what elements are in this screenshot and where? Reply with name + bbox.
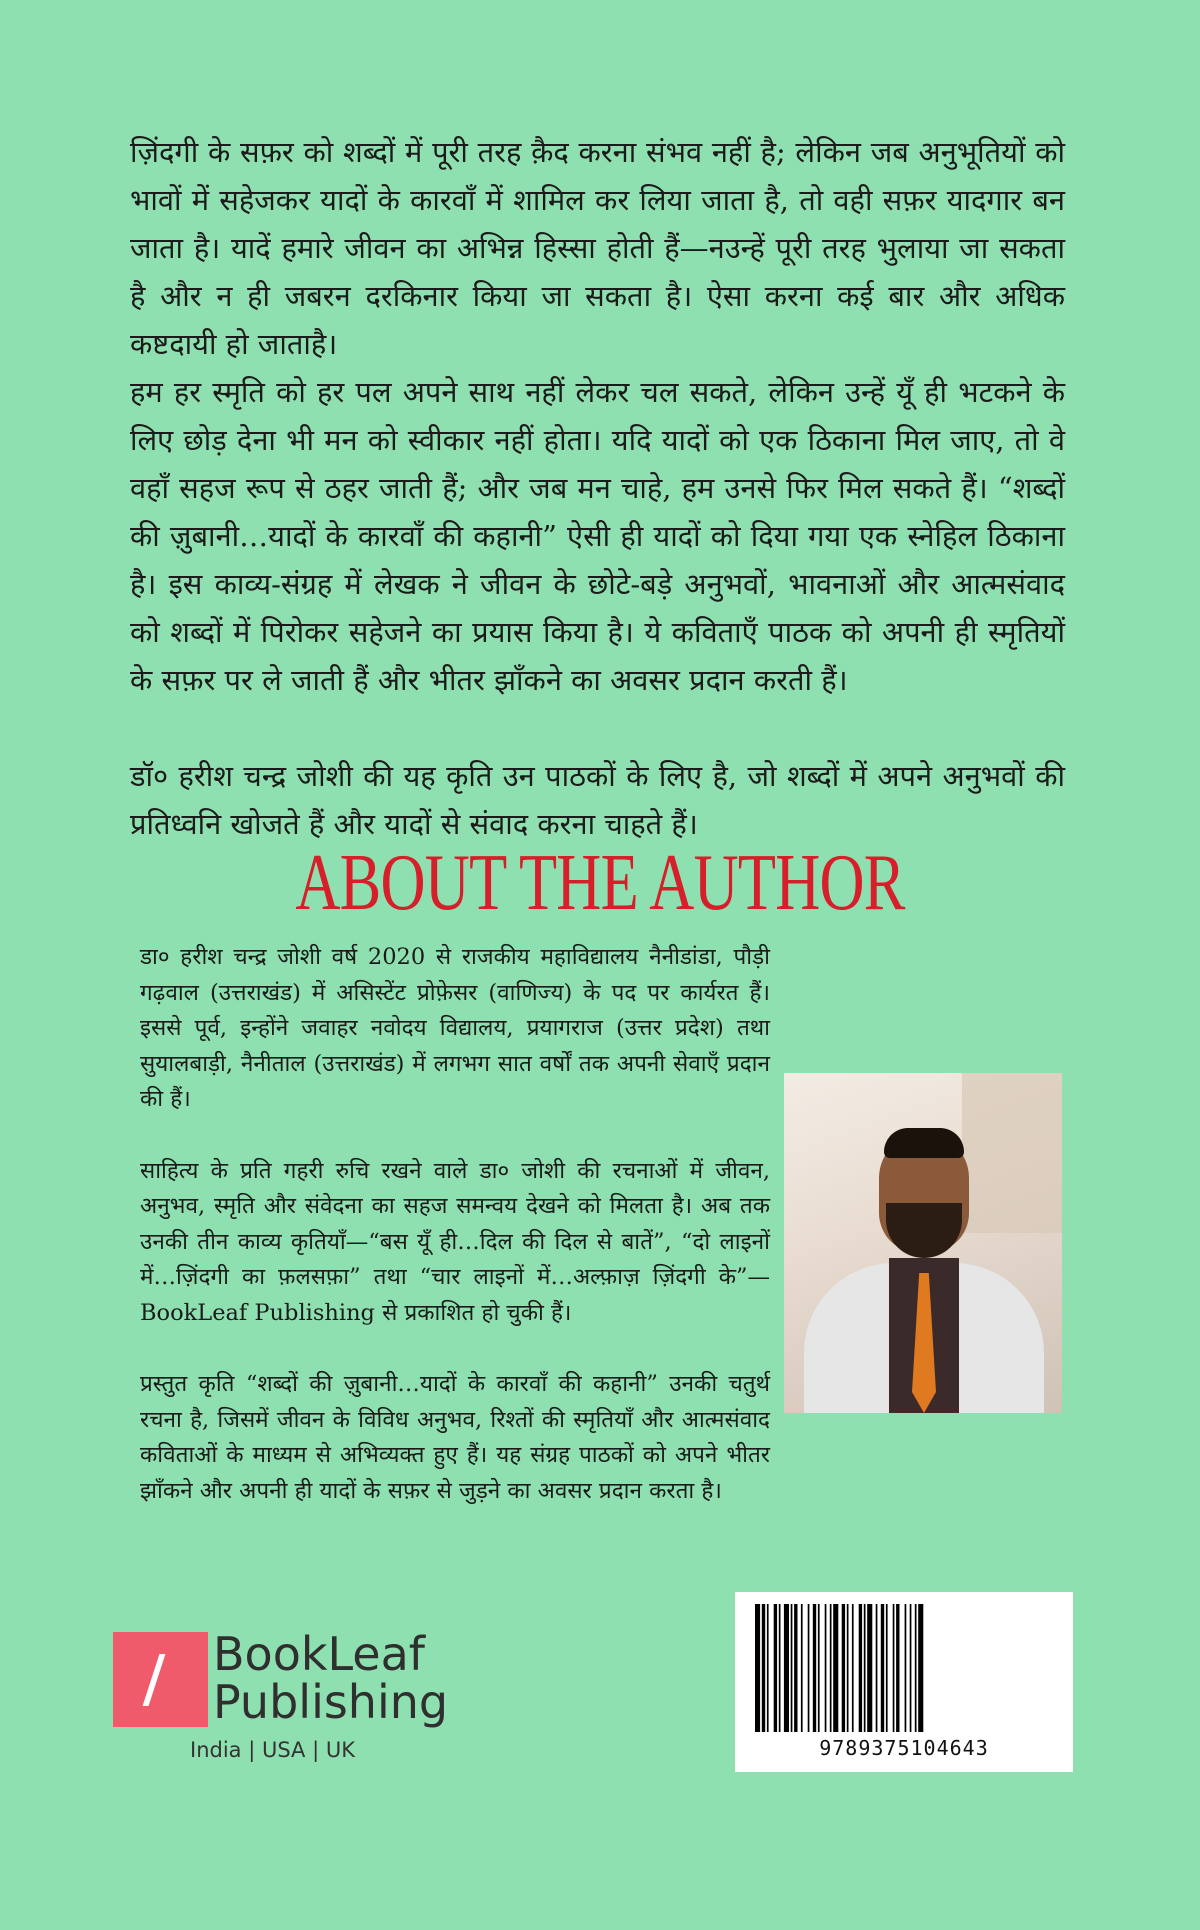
- about-author-title: ABOUT THE AUTHOR: [295, 839, 905, 927]
- blurb-paragraph-2: हम हर स्मृति को हर पल अपने साथ नहीं लेकर चल सकते, लेकिन उन्हें यूँ ही भटकने के लिए छोड़ देना भी मन को स्वीकार नहीं होता। यदि यादों को एक ठिकाना मिल जाए, तो वे वहाँ सहज रूप से ठहर जाती हैं; और जब मन चाहे, हम उनसे फिर मिल सकते हैं। “शब्दों की ज़ुबानी…यादों के कारवाँ की कहानी” ऐसी ही यादों को दिया गया एक स्नेहिल ठिकाना है। इस काव्य-संग्रह में लेखक ने जीवन के छोटे-बड़े अनुभवों, भावनाओं और आत्मसंवाद को शब्दों में पिरोकर सहेजने का प्रयास किया है। ये कविताएँ पाठक को अपनी ही स्मृतियों के सफ़र पर ले जाती हैं और भीतर झाँकने का अवसर प्रदान करती हैं।: [130, 375, 1065, 697]
- publisher-name-line1: BookLeaf: [213, 1627, 425, 1681]
- blurb-paragraph-3: डॉ० हरीश चन्द्र जोशी की यह कृति उन पाठकों के लिए है, जो शब्दों में अपने अनुभवों की प्रतिध्वनि खोजते हैं और यादों से संवाद करना चाहते हैं।: [130, 759, 1065, 841]
- blurb-paragraph-1: ज़िंदगी के सफ़र को शब्दों में पूरी तरह क़ैद करना संभव नहीं है; लेकिन जब अनुभूतियों को भावों में सहेजकर यादों के कारवाँ में शामिल कर लिया जाता है, तो वही सफ़र यादगार बन जाता है। यादें हमारे जीवन का अभिन्न हिस्सा होती हैं—नउन्हें पूरी तरह भुलाया जा सकता है और न ही जबरन दरकिनार किया जा सकता है। ऐसा करना कई बार और अधिक कष्टदायी हो जाताहै।: [130, 135, 1065, 361]
- author-photo: [784, 1073, 1062, 1413]
- isbn-barcode: [735, 1592, 1073, 1772]
- publisher-name-line2: Publishing: [213, 1675, 449, 1729]
- author-bio-paragraph-1: डा० हरीश चन्द्र जोशी वर्ष 2020 से राजकीय महाविद्यालय नैनीडांडा, पौड़ी गढ़वाल (उत्तराखंड) में असिस्टेंट प्रोफ़ेसर (वाणिज्य) के पद पर कार्यरत हैं। इससे पूर्व, इन्होंने जवाहर नवोदय विद्यालय, प्रयागराज (उत्तर प्रदेश) तथा सुयालबाड़ी, नैनीताल (उत्तराखंड) में लगभग सात वर्षों तक अपनी सेवाएँ प्रदान की हैं।: [140, 944, 770, 1112]
- back-cover-blurb: [130, 128, 1065, 848]
- author-bio: [140, 940, 770, 1545]
- publisher-logo-mark: [113, 1632, 208, 1727]
- author-bio-paragraph-3: प्रस्तुत कृति “शब्दों की ज़ुबानी…यादों के कारवाँ की कहानी” उनकी चतुर्थ रचना है, जिसमें जीवन के विविध अनुभव, रिश्तों की स्मृतियाँ और आत्मसंवाद कविताओं के माध्यम से अभिव्यक्त हुए हैं। यह संग्रह पाठकों को अपने भीतर झाँकने और अपनी ही यादों के सफ़र से जुड़ने का अवसर प्रदान करता है।: [140, 1371, 770, 1504]
- isbn-number: 9789375104643: [819, 1736, 989, 1760]
- publisher-regions: India | USA | UK: [190, 1738, 355, 1762]
- barcode-bars: [755, 1604, 1053, 1732]
- author-bio-paragraph-2: साहित्य के प्रति गहरी रुचि रखने वाले डा० जोशी की रचनाओं में जीवन, अनुभव, स्मृति और संवेदना का सहज समन्वय देखने को मिलता है। अब तक उनकी तीन काव्य कृतियाँ—“बस यूँ ही…दिल की दिल से बातें”, “दो लाइनों में…ज़िंदगी का फ़लसफ़ा” तथा “चार लाइनों में…अल्फ़ाज़ ज़िंदगी के”—BookLeaf Publishing से प्रकाशित हो चुकी हैं।: [140, 1157, 770, 1326]
